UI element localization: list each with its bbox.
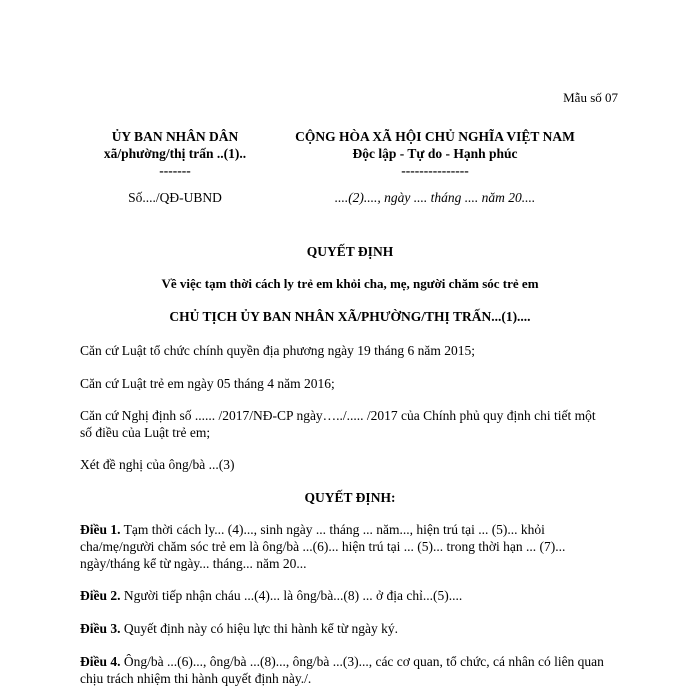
article-2 [80,587,620,604]
legal-basis-3: Căn cứ Nghị định số ...... /2017/NĐ-CP ngày…../..... /2017 của Chính phủ quy định chi tiết một [80,408,596,423]
article-4-label: Điều 4. [80,654,121,669]
place-date: ....(2)...., ngày .... tháng .... năm 20.... [334,190,536,205]
issuer-org-line2: xã/phường/thị trấn ..(1).. [103,146,247,161]
article-1-line-2: cha/mẹ/người chăm sóc trẻ em là ông/bà ...(6)... hiện trú tại ... (5)... trong thời hạn ... (7)... [80,539,566,554]
issuing-authority: CHỦ TỊCH ỦY BAN NHÂN XÃ/PHƯỜNG/THỊ TRẤN...(1).... [169,309,531,324]
document-number: Số..../QĐ-UBND [128,190,222,205]
article-1-line-1: Tạm thời cách ly... (4)..., sinh ngày ... tháng ... năm..., hiện trú tại ... (5)... khỏi [120,522,545,537]
document-title: QUYẾT ĐỊNH [306,244,394,259]
legal-basis-2: Căn cứ Luật trẻ em ngày 05 tháng 4 năm 2016; [80,376,335,391]
issuer-divider: ------- [159,163,191,178]
article-2-label: Điều 2. [80,588,121,603]
article-4 [80,653,620,687]
nation-name: CỘNG HÒA XÃ HỘI CHỦ NGHĨA VIỆT NAM [295,129,575,144]
form-number: Mẫu số 07 [563,90,618,105]
article-3 [80,620,620,637]
legal-basis-3-cont: số điều của Luật trẻ em; [80,425,211,440]
article-1 [80,521,620,572]
document-subject: Về việc tạm thời cách ly trẻ em khỏi cha, mẹ, người chăm sóc trẻ em [161,276,539,291]
legal-basis-1: Căn cứ Luật tổ chức chính quyền địa phương ngày 19 tháng 6 năm 2015; [80,343,476,358]
decision-heading: QUYẾT ĐỊNH: [304,490,396,505]
article-4-line-2: chịu trách nhiệm thi hành quyết định này./. [80,671,312,686]
national-motto: Độc lập - Tự do - Hạnh phúc [352,146,518,161]
article-1-label: Điều 1. [80,522,121,537]
issuer-header [80,128,270,206]
article-3-text: Quyết định này có hiệu lực thi hành kể từ ngày ký. [120,621,398,636]
national-header [270,128,600,206]
proposal-basis: Xét đề nghị của ông/bà ...(3) [80,457,235,472]
motto-divider: --------------- [401,163,469,178]
article-3-label: Điều 3. [80,621,121,636]
issuer-org-line1: ỦY BAN NHÂN DÂN [111,129,239,144]
article-1-line-3: ngày/tháng kể từ ngày... tháng... năm 20... [80,556,307,571]
article-4-line-1: Ông/bà ...(6)..., ông/bà ...(8)..., ông/bà ...(3)..., các cơ quan, tổ chức, cá nhân có liên quan [120,654,604,669]
article-2-text: Người tiếp nhận cháu ...(4)... là ông/bà...(8) ... ở địa chỉ...(5).... [120,588,463,603]
